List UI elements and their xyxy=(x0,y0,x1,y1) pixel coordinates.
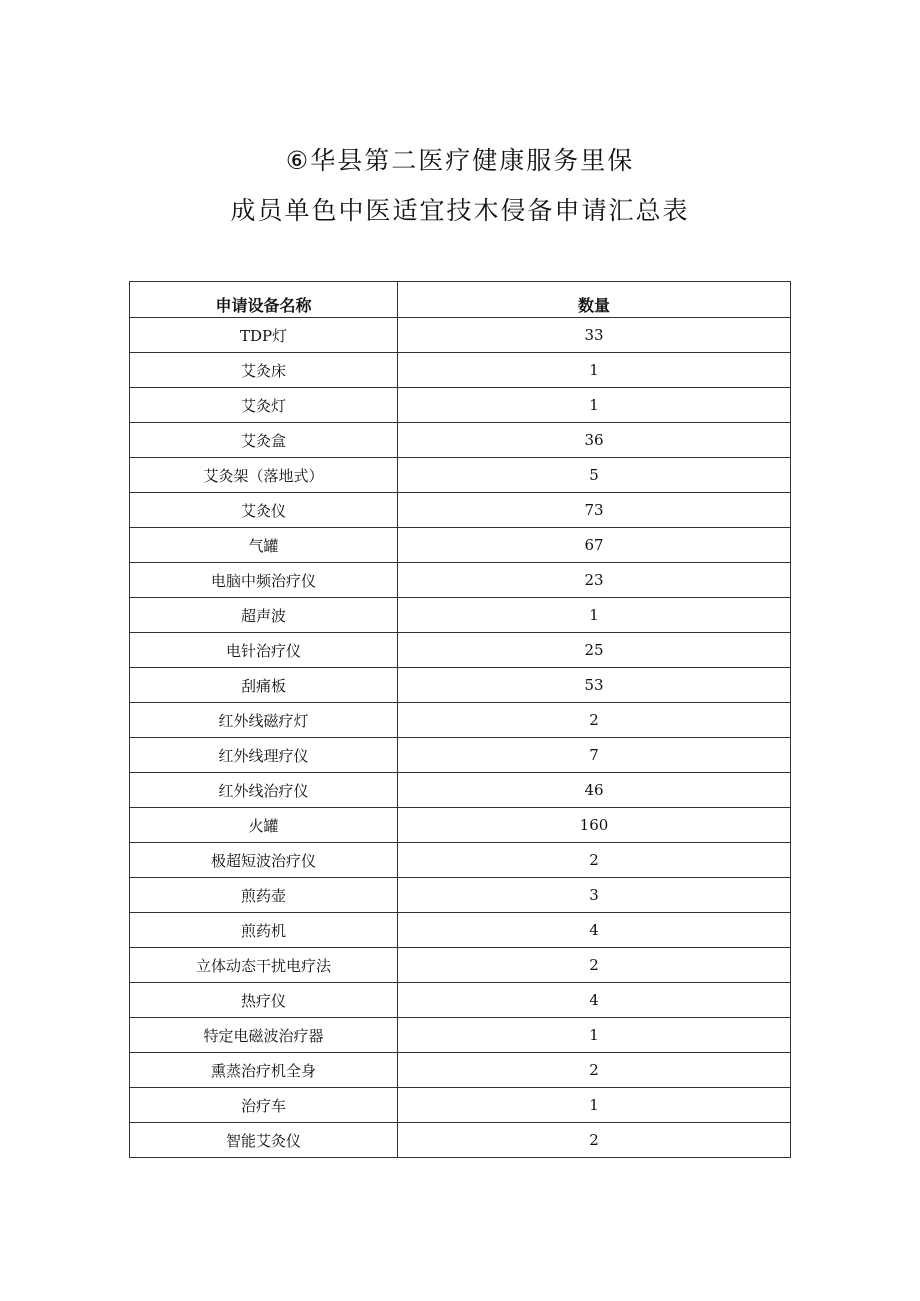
equipment-name-cell: 艾灸盒 xyxy=(130,423,398,458)
table-row xyxy=(130,913,791,948)
equipment-name-cell: 刮痛板 xyxy=(130,668,398,703)
quantity-cell: 36 xyxy=(398,423,791,458)
quantity-cell: 25 xyxy=(398,633,791,668)
equipment-name-cell: 红外线治疗仪 xyxy=(130,773,398,808)
quantity-cell: 23 xyxy=(398,563,791,598)
equipment-name-cell: 红外线磁疗灯 xyxy=(130,703,398,738)
equipment-name-cell: 电脑中频治疗仪 xyxy=(130,563,398,598)
equipment-name-cell: 立体动态干扰电疗法 xyxy=(130,948,398,983)
title-line-2: 成员单色中医适宜技木侵备申请汇总表 xyxy=(230,196,690,225)
quantity-cell: 2 xyxy=(398,1053,791,1088)
quantity-cell: 1 xyxy=(398,388,791,423)
equipment-name-cell: 极超短波治疗仪 xyxy=(130,843,398,878)
equipment-name-cell: 智能艾灸仪 xyxy=(130,1123,398,1158)
equipment-name-cell: 艾灸床 xyxy=(130,353,398,388)
equipment-name-cell: 电针治疗仪 xyxy=(130,633,398,668)
quantity-cell: 2 xyxy=(398,703,791,738)
table-body xyxy=(130,318,791,1158)
quantity-cell: 33 xyxy=(398,318,791,353)
table-row xyxy=(130,773,791,808)
table-row xyxy=(130,1053,791,1088)
quantity-cell: 2 xyxy=(398,948,791,983)
quantity-cell: 3 xyxy=(398,878,791,913)
table-row xyxy=(130,878,791,913)
equipment-name-cell: 艾灸仪 xyxy=(130,493,398,528)
table-row xyxy=(130,458,791,493)
equipment-name-cell: 超声波 xyxy=(130,598,398,633)
document-title xyxy=(0,136,920,236)
equipment-name-cell: 热疗仪 xyxy=(130,983,398,1018)
header-equipment-name: 申请设备名称 xyxy=(130,282,398,318)
quantity-cell: 53 xyxy=(398,668,791,703)
table-row xyxy=(130,668,791,703)
table-row xyxy=(130,318,791,353)
table-row xyxy=(130,1018,791,1053)
quantity-cell: 7 xyxy=(398,738,791,773)
equipment-name-cell: 熏蒸治疗机全身 xyxy=(130,1053,398,1088)
equipment-name-cell: 气罐 xyxy=(130,528,398,563)
equipment-name-cell: 艾灸架（落地式） xyxy=(130,458,398,493)
table-row xyxy=(130,738,791,773)
table-row xyxy=(130,983,791,1018)
table-row xyxy=(130,808,791,843)
equipment-name-cell: 艾灸灯 xyxy=(130,388,398,423)
table-row xyxy=(130,1123,791,1158)
quantity-cell: 67 xyxy=(398,528,791,563)
equipment-summary-table xyxy=(129,281,791,1158)
quantity-cell: 160 xyxy=(398,808,791,843)
equipment-name-cell: 治疗车 xyxy=(130,1088,398,1123)
quantity-cell: 4 xyxy=(398,913,791,948)
equipment-name-cell: 红外线理疗仪 xyxy=(130,738,398,773)
quantity-cell: 1 xyxy=(398,598,791,633)
table-row xyxy=(130,843,791,878)
table-row xyxy=(130,703,791,738)
header-quantity: 数量 xyxy=(398,282,791,318)
table-row xyxy=(130,948,791,983)
table-row xyxy=(130,563,791,598)
equipment-name-cell: TDP灯 xyxy=(130,318,398,353)
table-row xyxy=(130,598,791,633)
table-row xyxy=(130,493,791,528)
quantity-cell: 2 xyxy=(398,1123,791,1158)
table-row xyxy=(130,388,791,423)
table-row xyxy=(130,1088,791,1123)
quantity-cell: 73 xyxy=(398,493,791,528)
quantity-cell: 1 xyxy=(398,1088,791,1123)
quantity-cell: 4 xyxy=(398,983,791,1018)
table-header-row xyxy=(130,282,791,318)
table-row xyxy=(130,423,791,458)
title-line-1: ⑥华县第二医疗健康服务里保 xyxy=(285,146,635,175)
quantity-cell: 5 xyxy=(398,458,791,493)
quantity-cell: 2 xyxy=(398,843,791,878)
equipment-name-cell: 煎药壶 xyxy=(130,878,398,913)
quantity-cell: 1 xyxy=(398,1018,791,1053)
equipment-name-cell: 火罐 xyxy=(130,808,398,843)
table-row xyxy=(130,528,791,563)
table-row xyxy=(130,353,791,388)
equipment-name-cell: 特定电磁波治疗器 xyxy=(130,1018,398,1053)
table-row xyxy=(130,633,791,668)
quantity-cell: 1 xyxy=(398,353,791,388)
quantity-cell: 46 xyxy=(398,773,791,808)
equipment-name-cell: 煎药机 xyxy=(130,913,398,948)
